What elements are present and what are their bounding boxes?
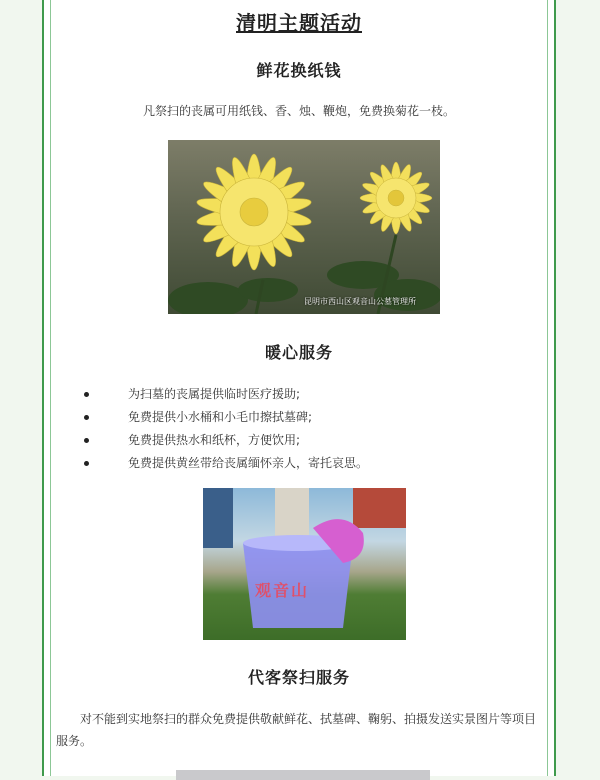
section-heading-proxy: 代客祭扫服务 xyxy=(247,668,350,687)
bullet-icon xyxy=(84,392,89,397)
bucket-label: 观音山 xyxy=(255,581,310,600)
list-item: 免费提供小水桶和小毛巾擦拭墓碑; xyxy=(84,406,368,429)
section-heading-flowers: 鲜花换纸钱 xyxy=(256,61,342,80)
list-item: 免费提供热水和纸杯，方便饮用; xyxy=(84,429,368,452)
water-bucket-photo[interactable] xyxy=(203,488,406,640)
list-item: 为扫墓的丧属提供临时医疗援助; xyxy=(84,383,368,406)
section-text-proxy: 对不能到实地祭扫的群众免费提供敬献鲜花、拭墓碑、鞠躬、拍摄发送实景图片等项目服务。 xyxy=(56,712,537,748)
bullet-icon xyxy=(84,415,89,420)
bullet-icon xyxy=(84,438,89,443)
bucket-illustration xyxy=(203,488,406,640)
chrysanthemum-illustration xyxy=(168,140,440,314)
section-text-flowers: 凡祭扫的丧属可用纸钱、香、烛、鞭炮，免费换菊花一枝。 xyxy=(142,104,455,118)
bullet-icon xyxy=(84,461,89,466)
page-title: 清明主题活动 xyxy=(236,11,362,35)
chrysanthemum-photo[interactable] xyxy=(168,140,440,314)
list-item: 免费提供黄丝带给丧属缅怀亲人，寄托哀思。 xyxy=(84,452,368,475)
article-frame xyxy=(42,0,556,776)
section-heading-care: 暖心服务 xyxy=(264,343,333,362)
photo-watermark: 昆明市西山区观音山公墓管理所 xyxy=(304,297,416,306)
next-photo-partial xyxy=(176,770,430,780)
care-services-list xyxy=(84,383,368,475)
